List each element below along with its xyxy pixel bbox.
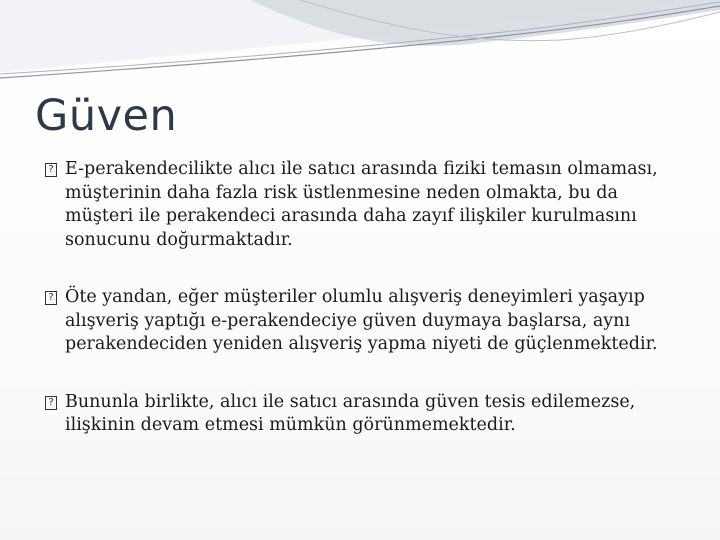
bullet-item-3 [45,391,685,438]
missing-glyph-box-icon: ? [45,291,57,305]
header-wave-decoration [0,0,720,90]
missing-glyph-box-icon: ? [45,396,57,410]
bullet-text-1: E-perakendecilikte alıcı ile satıcı arasında fiziki temasın olmaması, müşterinin daha fazla risk üstlenmesine neden olmakta, bu da müşteri ile perakendeci arasında daha zayıf ilişkiler kurulmasını sonucunu doğurmaktadır. [65,159,658,250]
bullet-item-1 [45,158,685,252]
bullet-text-3: Bununla birlikte, alıcı ile satıcı arasında güven tesis edilemezse, ilişkinin devam etmesi mümkün görünmemektedir. [65,391,636,435]
bullet-item-2 [45,286,685,357]
missing-glyph-box-icon: ? [45,163,57,177]
bullet-list [45,158,685,438]
slide-title: Güven [35,91,178,141]
bullet-text-2: Öte yandan, eğer müşteriler olumlu alışveriş deneyimleri yaşayıp alışveriş yaptığı e-perakendeciye güven duymaya başlarsa, aynı perakendeciden yeniden alışveriş yapma niyeti de güçlenmektedir. [65,287,658,354]
